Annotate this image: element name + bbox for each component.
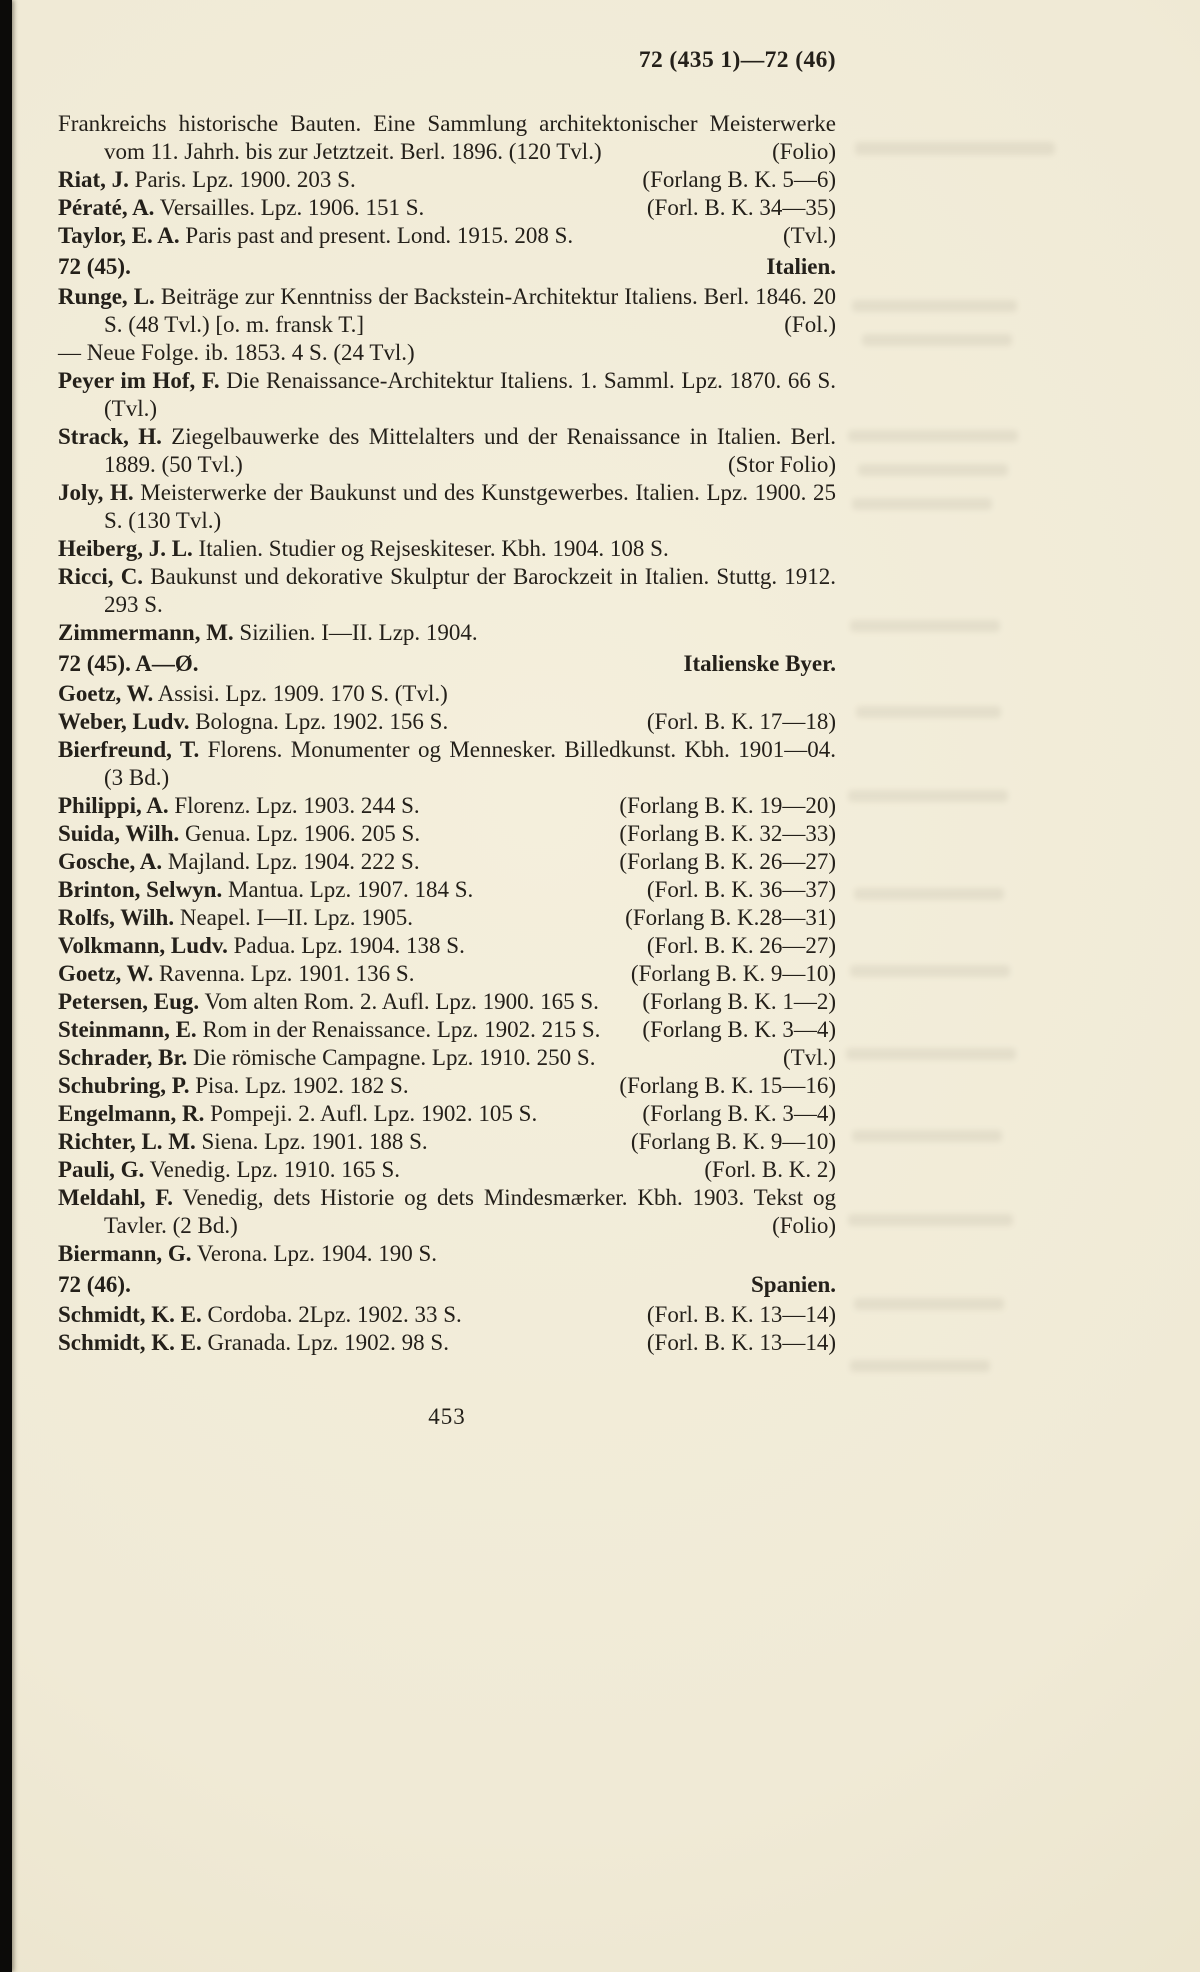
show-through-artifact: [852, 300, 1017, 312]
entry-reference: (Folio): [772, 1213, 836, 1238]
catalog-entry: [58, 1016, 836, 1044]
catalog-entry: [58, 876, 836, 904]
entry-text: Verona. Lpz. 1904. 190 S.: [196, 1241, 438, 1266]
show-through-artifact: [852, 1130, 1002, 1142]
entry-text: Genua. Lpz. 1906. 205 S.: [185, 821, 421, 846]
catalog-entry: [58, 1044, 836, 1072]
catalog-entry: [58, 820, 836, 848]
entry-text: Bologna. Lpz. 1902. 156 S.: [195, 709, 449, 734]
show-through-artifact: [852, 498, 992, 510]
entry-text: Pompeji. 2. Aufl. Lpz. 1902. 105 S.: [210, 1101, 538, 1126]
show-through-artifact: [854, 1298, 1004, 1310]
entry-author: Schmidt, K. E.: [58, 1330, 202, 1355]
catalog-entries: [58, 110, 836, 1357]
entry-text: Frankreichs historische Bauten. Eine Sammlung architektonischer Meisterwerke vom 11. Jahrh. bis zur Jetztzeit. Berl. 1896. (120 Tvl.): [58, 111, 836, 164]
show-through-artifact: [854, 888, 1004, 900]
entry-text: Siena. Lpz. 1901. 188 S.: [201, 1129, 428, 1154]
section-title: Italienske Byer.: [683, 651, 836, 676]
entry-text: Neapel. I—II. Lpz. 1905.: [179, 905, 413, 930]
scan-edge-strip: [0, 0, 12, 1972]
entry-author: Rolfs, Wilh.: [58, 905, 175, 930]
entry-author: Goetz, W.: [58, 961, 154, 986]
entry-reference: (Forlang B. K. 3—4): [642, 1017, 836, 1042]
show-through-artifact: [846, 1048, 1016, 1060]
entry-text: Ravenna. Lpz. 1901. 136 S.: [158, 961, 415, 986]
entry-text: Rom in der Renaissance. Lpz. 1902. 215 S.: [202, 1017, 601, 1042]
catalog-entry: [58, 932, 836, 960]
entry-text: Versailles. Lpz. 1906. 151 S.: [159, 195, 425, 220]
entry-author: Schmidt, K. E.: [58, 1302, 202, 1327]
entry-text: Italien. Studier og Rejseskiteser. Kbh. 1904. 108 S.: [198, 536, 669, 561]
section-number: 72 (45). A—Ø.: [58, 651, 199, 676]
entry-text: Florens. Monumenter og Mennesker. Billedkunst. Kbh. 1901—04. (3 Bd.): [104, 737, 837, 790]
section-title: Spanien.: [750, 1272, 836, 1297]
entry-reference: (Forlang B. K. 26—27): [619, 849, 836, 874]
entry-author: Pauli, G.: [58, 1157, 145, 1182]
entry-author: Petersen, Eug.: [58, 989, 200, 1014]
entry-reference: (Forlang B. K.28—31): [625, 905, 836, 930]
catalog-entry: [58, 792, 836, 820]
entry-text: Vom alten Rom. 2. Aufl. Lpz. 1900. 165 S.: [204, 989, 599, 1014]
entry-reference: (Forl. B. K. 13—14): [646, 1330, 836, 1355]
show-through-artifact: [850, 1360, 990, 1372]
entry-author: Schrader, Br.: [58, 1045, 188, 1070]
section-number: 72 (45).: [58, 254, 131, 279]
entry-text: Mantua. Lpz. 1907. 184 S.: [227, 877, 474, 902]
entry-reference: (Tvl.): [782, 1045, 836, 1070]
section-heading: [58, 253, 836, 281]
entry-text: — Neue Folge. ib. 1853. 4 S. (24 Tvl.): [58, 340, 415, 365]
entry-reference: (Folio): [772, 139, 836, 164]
entry-reference: (Forlang B. K. 15—16): [619, 1073, 836, 1098]
catalog-entry: [58, 1329, 836, 1357]
catalog-entry: [58, 1184, 836, 1240]
entry-text: Granada. Lpz. 1902. 98 S.: [207, 1330, 449, 1355]
entry-text: Padua. Lpz. 1904. 138 S.: [233, 933, 465, 958]
entry-reference: (Forl. B. K. 26—27): [646, 933, 836, 958]
entry-reference: (Forlang B. K. 3—4): [642, 1101, 836, 1126]
entry-text: Ziegelbauwerke des Mittelalters und der Renaissance in Italien. Berl. 1889. (50 Tvl.): [104, 424, 837, 477]
entry-author: Philippi, A.: [58, 793, 169, 818]
catalog-entry: [58, 988, 836, 1016]
section-heading: [58, 650, 836, 678]
catalog-entry: [58, 339, 836, 367]
entry-author: Biermann, G.: [58, 1241, 192, 1266]
section-number: 72 (46).: [58, 1272, 131, 1297]
entry-reference: (Fol.): [784, 312, 836, 337]
entry-text: Paris past and present. Lond. 1915. 208 S.: [185, 223, 574, 248]
entry-author: Ricci, C.: [58, 564, 144, 589]
catalog-entry: [58, 680, 836, 708]
section-heading: [58, 1271, 836, 1299]
catalog-entry: [58, 222, 836, 250]
catalog-entry: [58, 1156, 836, 1184]
entry-author: Strack, H.: [58, 424, 162, 449]
entry-author: Riat, J.: [58, 167, 129, 192]
entry-reference: (Forl. B. K. 36—37): [646, 877, 836, 902]
catalog-entry: [58, 1128, 836, 1156]
entry-text: Sizilien. I—II. Lzp. 1904.: [239, 620, 478, 645]
entry-author: Richter, L. M.: [58, 1129, 196, 1154]
entry-reference: (Forlang B. K. 32—33): [619, 821, 836, 846]
entry-author: Peyer im Hof, F.: [58, 368, 220, 393]
catalog-entry: [58, 1240, 836, 1268]
page-number: 453: [428, 1404, 466, 1429]
entry-author: Meldahl, F.: [58, 1185, 174, 1210]
entry-text: Venedig. Lpz. 1910. 165 S.: [149, 1157, 401, 1182]
show-through-artifact: [856, 706, 1001, 718]
catalog-entry: [58, 479, 836, 535]
entry-reference: (Tvl.): [782, 223, 836, 248]
catalog-entry: [58, 736, 836, 792]
entry-reference: (Forlang B. K. 9—10): [630, 1129, 836, 1154]
show-through-artifact: [858, 464, 1008, 476]
show-through-artifact: [848, 1214, 1013, 1226]
entry-text: Paris. Lpz. 1900. 203 S.: [134, 167, 356, 192]
entry-reference: (Forl. B. K. 34—35): [646, 195, 836, 220]
entry-author: Zimmermann, M.: [58, 620, 234, 645]
entry-text: Die Renaissance-Architektur Italiens. 1. Samml. Lpz. 1870. 66 S. (Tvl.): [104, 368, 837, 421]
entry-text: Meisterwerke der Baukunst und des Kunstgewerbes. Italien. Lpz. 1900. 25 S. (130 Tvl.): [104, 480, 837, 533]
catalog-entry: [58, 708, 836, 736]
entry-author: Brinton, Selwyn.: [58, 877, 223, 902]
catalog-entry: [58, 1301, 836, 1329]
entry-author: Bierfreund, T.: [58, 737, 200, 762]
catalog-entry: [58, 166, 836, 194]
entry-author: Goetz, W.: [58, 681, 154, 706]
entry-reference: (Forlang B. K. 5—6): [642, 167, 836, 192]
catalog-entry: [58, 619, 836, 647]
show-through-artifact: [848, 430, 1018, 442]
entry-author: Gosche, A.: [58, 849, 163, 874]
catalog-entry: [58, 1072, 836, 1100]
catalog-entry: [58, 563, 836, 619]
entry-text: Majland. Lpz. 1904. 222 S.: [167, 849, 420, 874]
show-through-artifact: [850, 620, 1000, 632]
section-title: Italien.: [766, 254, 836, 279]
entry-author: Suida, Wilh.: [58, 821, 180, 846]
catalog-entry: [58, 110, 836, 166]
text-block: [58, 46, 836, 1431]
catalog-entry: [58, 904, 836, 932]
entry-text: Venedig, dets Historie og dets Mindesmærker. Kbh. 1903. Tekst og Tavler. (2 Bd.): [104, 1185, 836, 1238]
catalog-entry: [58, 367, 836, 423]
entry-reference: (Stor Folio): [728, 452, 836, 477]
entry-author: Taylor, E. A.: [58, 223, 180, 248]
show-through-artifact: [862, 334, 1012, 346]
entry-author: Runge, L.: [58, 284, 155, 309]
entry-reference: (Forl. B. K. 13—14): [646, 1302, 836, 1327]
entry-author: Engelmann, R.: [58, 1101, 205, 1126]
catalog-entry: [58, 194, 836, 222]
page-header-range: 72 (435 1)—72 (46): [638, 47, 836, 73]
show-through-artifact: [848, 790, 1008, 802]
catalog-entry: [58, 960, 836, 988]
show-through-artifact: [850, 965, 1010, 977]
entry-text: Baukunst und dekorative Skulptur der Barockzeit in Italien. Stuttg. 1912. 293 S.: [104, 564, 836, 617]
catalog-entry: [58, 423, 836, 479]
entry-author: Heiberg, J. L.: [58, 536, 193, 561]
entry-author: Volkmann, Ludv.: [58, 933, 228, 958]
entry-author: Joly, H.: [58, 480, 134, 505]
entry-reference: (Forlang B. K. 19—20): [619, 793, 836, 818]
entry-author: Weber, Ludv.: [58, 709, 190, 734]
entry-text: Beiträge zur Kenntniss der Backstein-Architektur Italiens. Berl. 1846. 20 S. (48 Tvl.) [o. m. fransk T.]: [104, 284, 836, 337]
entry-text: Pisa. Lpz. 1902. 182 S.: [195, 1073, 409, 1098]
catalog-entry: [58, 283, 836, 339]
entry-author: Schubring, P.: [58, 1073, 190, 1098]
entry-text: Florenz. Lpz. 1903. 244 S.: [174, 793, 420, 818]
entry-reference: (Forlang B. K. 1—2): [642, 989, 836, 1014]
entry-text: Die römische Campagne. Lpz. 1910. 250 S.: [193, 1045, 596, 1070]
entry-text: Cordoba. 2Lpz. 1902. 33 S.: [207, 1302, 462, 1327]
entry-reference: (Forlang B. K. 9—10): [630, 961, 836, 986]
entry-reference: (Forl. B. K. 2): [704, 1157, 836, 1182]
catalog-entry: [58, 535, 836, 563]
catalog-entry: [58, 1100, 836, 1128]
show-through-artifact: [855, 142, 1055, 155]
entry-author: Pératé, A.: [58, 195, 155, 220]
entry-author: Steinmann, E.: [58, 1017, 197, 1042]
entry-reference: (Forl. B. K. 17—18): [646, 709, 836, 734]
entry-text: Assisi. Lpz. 1909. 170 S. (Tvl.): [157, 681, 448, 706]
catalog-entry: [58, 848, 836, 876]
